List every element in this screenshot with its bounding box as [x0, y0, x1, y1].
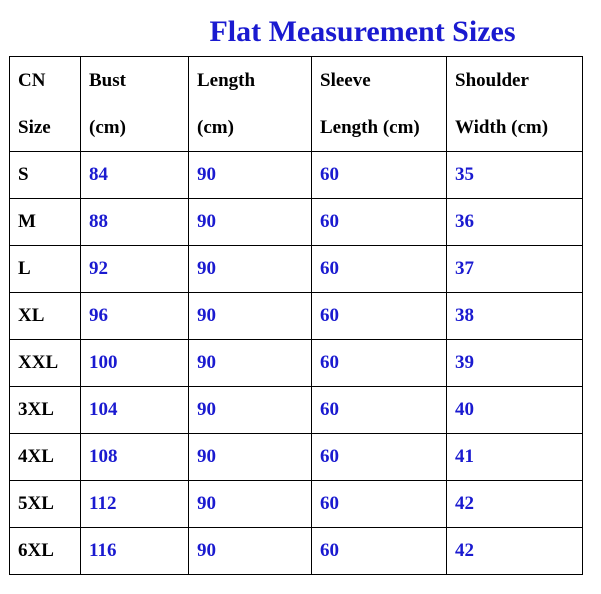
- header-cell-length: [189, 57, 312, 152]
- size-cell: 4XL: [10, 434, 81, 481]
- length-cell: 90: [189, 152, 312, 199]
- length-cell: 90: [189, 528, 312, 575]
- header-line: Shoulder: [455, 70, 529, 91]
- shoulder-width-cell: 42: [447, 481, 583, 528]
- sleeve-length-cell: 60: [312, 293, 447, 340]
- bust-cell: 84: [81, 152, 189, 199]
- size-cell: M: [10, 199, 81, 246]
- table-row: [10, 199, 583, 246]
- header-cell-sleeve-length: [312, 57, 447, 152]
- bust-cell: 92: [81, 246, 189, 293]
- length-cell: 90: [189, 246, 312, 293]
- sleeve-length-cell: 60: [312, 387, 447, 434]
- size-cell: 3XL: [10, 387, 81, 434]
- sleeve-length-cell: 60: [312, 434, 447, 481]
- bust-cell: 112: [81, 481, 189, 528]
- bust-cell: 96: [81, 293, 189, 340]
- length-cell: 90: [189, 199, 312, 246]
- sleeve-length-cell: 60: [312, 528, 447, 575]
- page-title: Flat Measurement Sizes: [209, 15, 516, 48]
- size-cell: 6XL: [10, 528, 81, 575]
- shoulder-width-cell: 42: [447, 528, 583, 575]
- bust-cell: 108: [81, 434, 189, 481]
- shoulder-width-cell: 39: [447, 340, 583, 387]
- sleeve-length-cell: 60: [312, 481, 447, 528]
- length-cell: 90: [189, 387, 312, 434]
- size-cell: 5XL: [10, 481, 81, 528]
- bust-cell: 100: [81, 340, 189, 387]
- bust-cell: 88: [81, 199, 189, 246]
- table-header-row: [10, 57, 583, 152]
- length-cell: 90: [189, 293, 312, 340]
- header-cell-shoulder-width: [447, 57, 583, 152]
- header-line: Length: [197, 70, 256, 91]
- shoulder-width-cell: 41: [447, 434, 583, 481]
- length-cell: 90: [189, 481, 312, 528]
- table-row: [10, 293, 583, 340]
- header-line: (cm): [197, 117, 234, 138]
- shoulder-width-cell: 36: [447, 199, 583, 246]
- sleeve-length-cell: 60: [312, 152, 447, 199]
- size-cell: S: [10, 152, 81, 199]
- table-row: [10, 434, 583, 481]
- shoulder-width-cell: 37: [447, 246, 583, 293]
- sleeve-length-cell: 60: [312, 199, 447, 246]
- table-row: [10, 340, 583, 387]
- bust-cell: 116: [81, 528, 189, 575]
- header-line: Width (cm): [455, 117, 549, 138]
- header-cell-bust: [81, 57, 189, 152]
- header-line: Sleeve: [320, 70, 371, 91]
- header-line: Length (cm): [320, 117, 420, 138]
- table-row: [10, 246, 583, 293]
- sleeve-length-cell: 60: [312, 340, 447, 387]
- size-cell: XXL: [10, 340, 81, 387]
- sleeve-length-cell: 60: [312, 246, 447, 293]
- table-row: [10, 481, 583, 528]
- length-cell: 90: [189, 340, 312, 387]
- bust-cell: 104: [81, 387, 189, 434]
- header-line: (cm): [89, 117, 126, 138]
- length-cell: 90: [189, 434, 312, 481]
- header-line: CN: [18, 70, 46, 91]
- shoulder-width-cell: 35: [447, 152, 583, 199]
- size-cell: L: [10, 246, 81, 293]
- header-cell-size: [10, 57, 81, 152]
- table-row: [10, 387, 583, 434]
- shoulder-width-cell: 38: [447, 293, 583, 340]
- size-cell: XL: [10, 293, 81, 340]
- table-row: [10, 152, 583, 199]
- shoulder-width-cell: 40: [447, 387, 583, 434]
- header-line: Bust: [89, 70, 126, 91]
- header-line: Size: [18, 117, 51, 138]
- table-row: [10, 528, 583, 575]
- size-chart-table: [9, 56, 583, 575]
